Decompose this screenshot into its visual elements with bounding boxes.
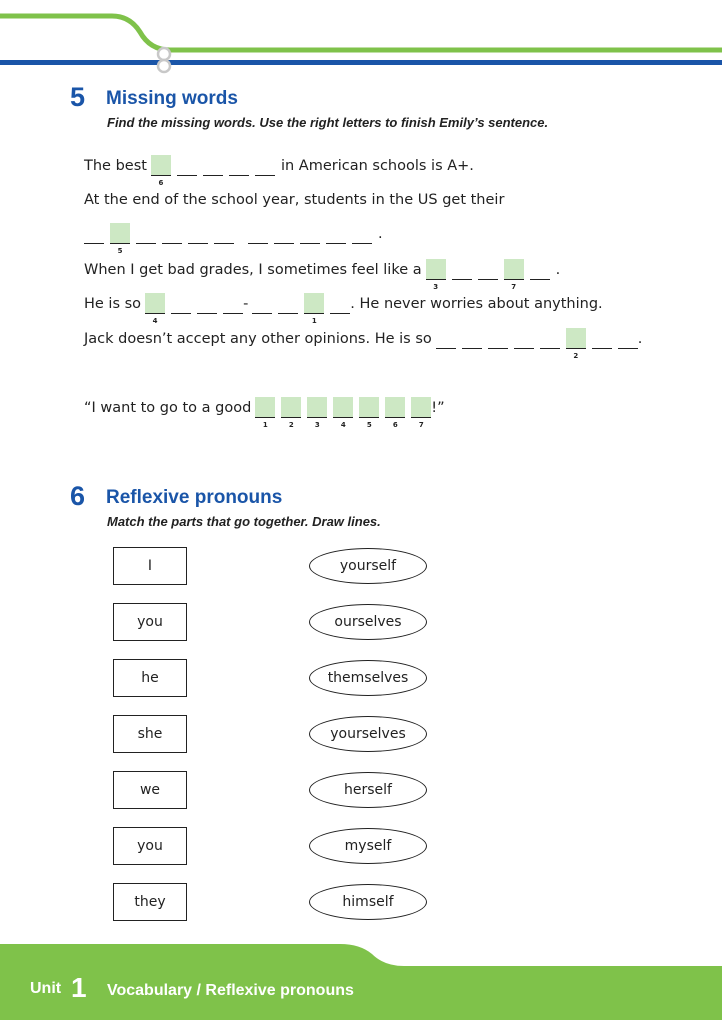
line-5-before: He is so [84,296,142,312]
exercise-5-line-2 [84,186,504,210]
line-1-after: in American schools is A+. [280,158,474,174]
line-1-before: The best [84,158,147,174]
answer-blank[interactable] [488,328,508,349]
answer-blank[interactable] [188,223,208,244]
key-number: 2 [288,421,294,429]
answer-blank[interactable] [252,293,272,314]
answer-blank-key[interactable] [304,293,324,325]
sentence-letter-box[interactable] [307,397,327,429]
answer-blank-key[interactable] [566,328,586,360]
key-number: 2 [573,352,579,360]
sentence-after: !” [431,400,445,416]
answer-blank[interactable] [197,293,217,314]
key-number: 3 [433,283,439,291]
answer-blank[interactable] [162,223,182,244]
reflexive-pronoun-oval[interactable]: yourself [309,548,427,584]
exercise-5-line-1 [84,152,474,187]
key-number: 5 [117,247,123,255]
key-number: 5 [366,421,372,429]
sentence-letter-box[interactable] [385,397,405,429]
answer-blank[interactable] [255,155,275,176]
answer-blank[interactable] [136,223,156,244]
exercise-6-number: 6 [70,481,86,511]
key-number: 4 [340,421,346,429]
exercise-5-instruction: Find the missing words. Use the right letters to finish Emily’s sentence. [107,115,549,130]
line-3-end: . [378,226,383,242]
answer-blank[interactable] [330,293,350,314]
sentence-letter-box[interactable] [255,397,275,429]
line-5-hyphen: - [243,296,249,312]
subject-pronoun-box[interactable]: you [113,603,187,641]
answer-blank[interactable] [436,328,456,349]
reflexive-pronoun-oval[interactable]: themselves [309,660,427,696]
answer-blank[interactable] [84,223,104,244]
exercise-5-line-6 [84,325,643,360]
header-ring-icon-lower [158,60,170,72]
key-number: 4 [152,317,158,325]
key-number: 3 [314,421,320,429]
answer-blank[interactable] [177,155,197,176]
reflexive-pronoun-oval[interactable]: ourselves [309,604,427,640]
sentence-letter-box[interactable] [359,397,379,429]
footer-unit-label: Unit [30,980,62,997]
emily-sentence [84,394,445,429]
key-number: 7 [511,283,517,291]
header-decoration [0,0,722,80]
exercise-5-number: 5 [70,82,86,112]
footer-title: Vocabulary / Reflexive pronouns [107,982,354,999]
key-number: 7 [418,421,424,429]
subject-pronoun-box[interactable]: he [113,659,187,697]
answer-blank[interactable] [530,259,550,280]
reflexive-pronoun-oval[interactable]: myself [309,828,427,864]
answer-blank[interactable] [618,328,638,349]
answer-blank[interactable] [248,223,268,244]
key-number: 6 [158,179,164,187]
answer-blank-key[interactable] [110,223,130,255]
answer-blank[interactable] [223,293,243,314]
answer-blank[interactable] [274,223,294,244]
answer-blank[interactable] [214,223,234,244]
reflexive-pronoun-oval[interactable]: himself [309,884,427,920]
key-number: 1 [262,421,268,429]
sentence-letter-box[interactable] [281,397,301,429]
answer-blank-key[interactable] [151,155,171,187]
line-5-after: . He never worries about anything. [350,296,603,312]
exercise-6-instruction: Match the parts that go together. Draw lines. [107,514,381,529]
line-4-end: . [555,262,561,278]
footer-band [0,940,722,1020]
line-4-before: When I get bad grades, I sometimes feel like a [84,262,422,278]
subject-pronoun-box[interactable]: she [113,715,187,753]
answer-blank[interactable] [278,293,298,314]
answer-blank[interactable] [352,223,372,244]
subject-pronoun-box[interactable]: they [113,883,187,921]
answer-blank[interactable] [326,223,346,244]
line-6-before: Jack doesn’t accept any other opinions. He is so [84,331,432,347]
answer-blank[interactable] [514,328,534,349]
header-ring-icon [158,48,170,60]
answer-blank[interactable] [540,328,560,349]
answer-blank[interactable] [229,155,249,176]
subject-pronoun-box[interactable]: we [113,771,187,809]
answer-blank[interactable] [592,328,612,349]
answer-blank-key[interactable] [504,259,524,291]
key-number: 1 [311,317,317,325]
exercise-6-title: Reflexive pronouns [106,487,283,508]
header-green-curve [0,16,722,50]
reflexive-pronoun-oval[interactable]: herself [309,772,427,808]
footer-unit-number: 1 [71,972,87,1003]
answer-blank[interactable] [203,155,223,176]
exercise-5-line-3 [84,220,383,255]
exercise-5-line-4 [84,256,561,291]
exercise-5-line-5 [84,290,603,325]
sentence-letter-box[interactable] [411,397,431,429]
answer-blank[interactable] [478,259,498,280]
reflexive-pronoun-oval[interactable]: yourselves [309,716,427,752]
answer-blank-key[interactable] [426,259,446,291]
line-2-text: At the end of the school year, students in the US get their [84,192,505,208]
answer-blank-key[interactable] [145,293,165,325]
sentence-before: “I want to go to a good [84,400,252,416]
header-blue-bar [0,60,722,65]
line-6-end: . [637,331,643,347]
answer-blank[interactable] [452,259,472,280]
subject-pronoun-box[interactable]: you [113,827,187,865]
key-number: 6 [392,421,398,429]
sentence-letter-box[interactable] [333,397,353,429]
answer-blank[interactable] [300,223,320,244]
subject-pronoun-box[interactable]: I [113,547,187,585]
exercise-5-title: Missing words [106,88,238,109]
answer-blank[interactable] [171,293,191,314]
answer-blank[interactable] [462,328,482,349]
